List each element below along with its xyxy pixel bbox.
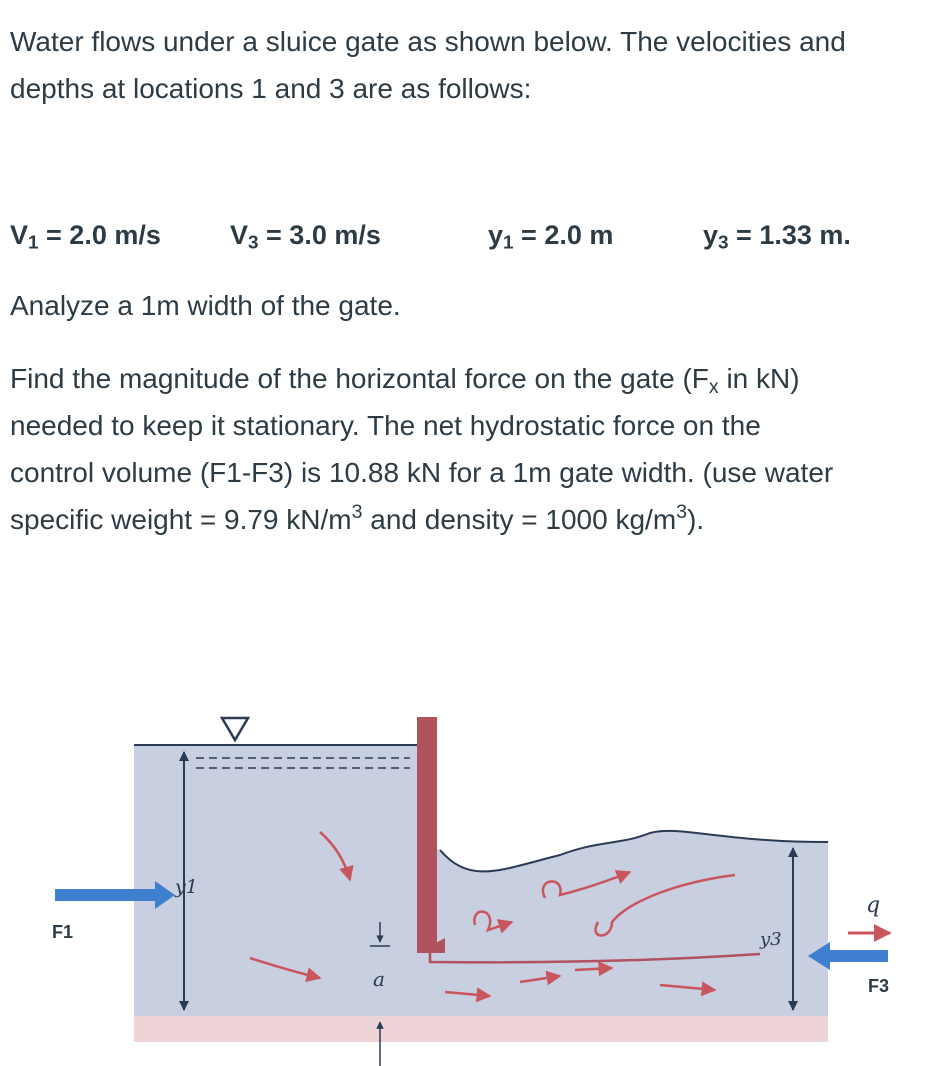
opening-a-label: a xyxy=(373,967,385,991)
intro-paragraph xyxy=(10,18,846,112)
y3-label: y3 xyxy=(760,929,782,950)
force-f1-label: F1 xyxy=(52,922,74,942)
sluice-gate-diagram xyxy=(0,700,944,1066)
intro-line-2: depths at locations 1 and 3 are as follows: xyxy=(10,73,532,104)
value-y3: $y_3 = 1.33$ m. xyxy=(703,220,851,254)
value-v1: $V_1 = 2.0$ m/s xyxy=(10,220,161,254)
question-line-3: control volume (F1-F3) is 10.88 kN for a 1m gate width. (use water xyxy=(10,457,834,488)
q-label: q xyxy=(866,893,881,918)
sluice-gate xyxy=(417,717,437,953)
question-line-1: Find the magnitude of the horizontal force on the gate ($F_x$ in kN) xyxy=(10,363,800,398)
water-level-triangle-icon xyxy=(222,718,248,740)
channel-bed xyxy=(134,1016,828,1042)
question-paragraph xyxy=(10,355,833,543)
water-region xyxy=(134,745,828,1016)
intro-line-1: Water flows under a sluice gate as shown below. The velocities and xyxy=(10,26,846,57)
force-f1-arrow xyxy=(55,881,175,909)
y1-label: y1 xyxy=(175,876,198,898)
force-f3-label: F3 xyxy=(868,976,890,996)
question-line-2: needed to keep it stationary. The net hydrostatic force on the xyxy=(10,410,761,441)
value-v3: $V_3 = 3.0$ m/s xyxy=(230,220,381,254)
value-y1: $y_1 = 2.0$ m xyxy=(488,220,614,254)
analyze-paragraph: Analyze a 1m width of the gate. xyxy=(10,290,401,321)
question-line-4: specific weight = 9.79 $kN/m^3$ and density = 1000 $kg/m^3$). xyxy=(10,501,705,535)
